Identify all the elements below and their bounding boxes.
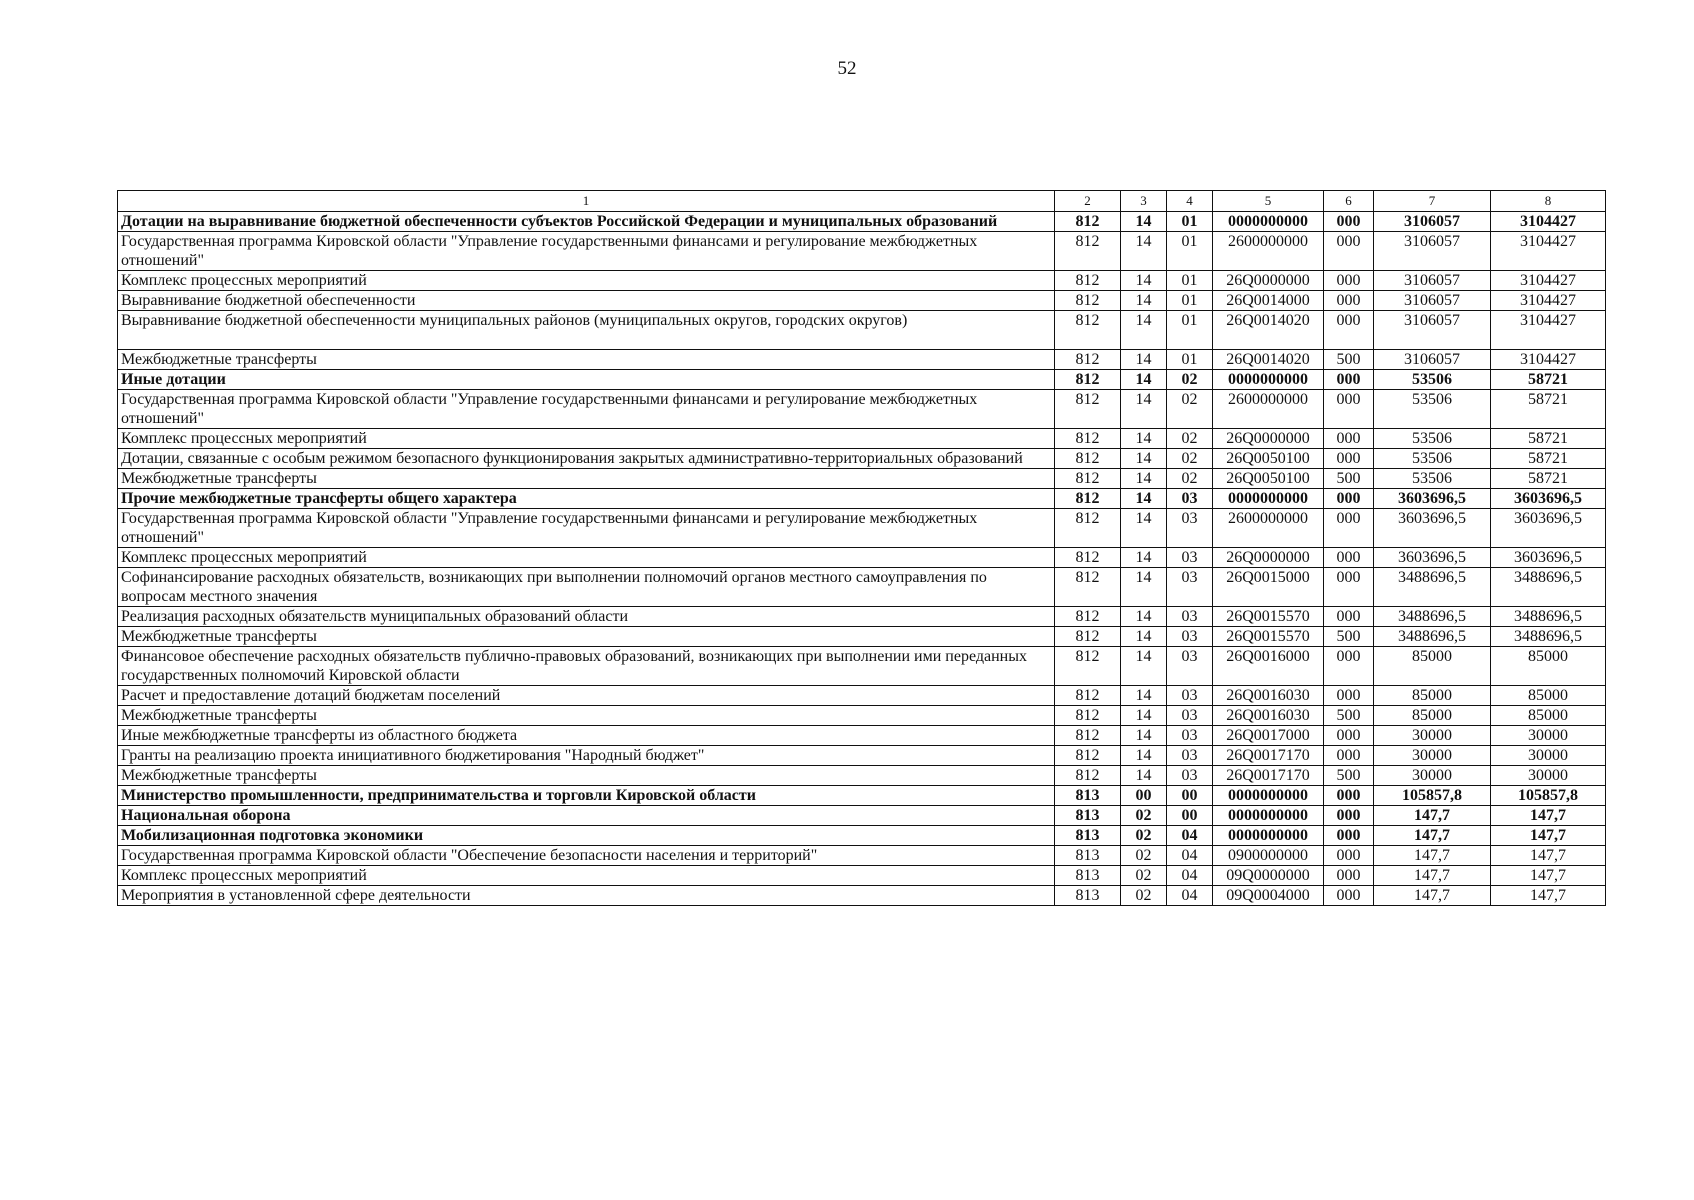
amount-year-1-cell: 3488696,5 xyxy=(1374,568,1491,607)
target-article-cell: 26Q0000000 xyxy=(1213,548,1324,568)
admin-code-cell: 812 xyxy=(1055,509,1121,548)
section-code-cell: 14 xyxy=(1121,647,1167,686)
admin-code-cell: 812 xyxy=(1055,291,1121,311)
section-code-cell: 14 xyxy=(1121,726,1167,746)
section-code-cell: 14 xyxy=(1121,568,1167,607)
subsection-code-cell: 03 xyxy=(1167,568,1213,607)
amount-year-2-cell: 3104427 xyxy=(1491,311,1606,350)
amount-year-2-cell: 58721 xyxy=(1491,370,1606,390)
amount-year-2-cell: 3488696,5 xyxy=(1491,607,1606,627)
amount-year-2-cell: 147,7 xyxy=(1491,826,1606,846)
admin-code-cell: 812 xyxy=(1055,726,1121,746)
expense-type-cell: 000 xyxy=(1324,607,1374,627)
expense-type-cell: 500 xyxy=(1324,766,1374,786)
row-name-cell: Межбюджетные трансферты xyxy=(118,627,1055,647)
table-row xyxy=(118,866,1606,886)
amount-year-2-cell: 85000 xyxy=(1491,706,1606,726)
target-article-cell: 0000000000 xyxy=(1213,826,1324,846)
table-body xyxy=(118,191,1606,906)
table-row xyxy=(118,350,1606,370)
target-article-cell: 26Q0015570 xyxy=(1213,627,1324,647)
row-name-cell: Софинансирование расходных обязательств, возникающих при выполнении полномочий органов местного самоуправления по вопросам местного значения xyxy=(118,568,1055,607)
amount-year-2-cell: 105857,8 xyxy=(1491,786,1606,806)
amount-year-1-cell: 3106057 xyxy=(1374,350,1491,370)
amount-year-1-cell: 147,7 xyxy=(1374,886,1491,906)
table-row xyxy=(118,212,1606,232)
table-row xyxy=(118,449,1606,469)
table-row xyxy=(118,746,1606,766)
row-name-cell: Межбюджетные трансферты xyxy=(118,350,1055,370)
target-article-cell: 2600000000 xyxy=(1213,390,1324,429)
target-article-cell: 26Q0015000 xyxy=(1213,568,1324,607)
amount-year-1-cell: 85000 xyxy=(1374,647,1491,686)
amount-year-2-cell: 30000 xyxy=(1491,726,1606,746)
subsection-code-cell: 00 xyxy=(1167,806,1213,826)
column-number: 6 xyxy=(1324,191,1374,212)
target-article-cell: 0000000000 xyxy=(1213,806,1324,826)
section-code-cell: 14 xyxy=(1121,311,1167,350)
table-row xyxy=(118,568,1606,607)
row-name-cell: Государственная программа Кировской области "Обеспечение безопасности населения и территорий" xyxy=(118,846,1055,866)
table-row xyxy=(118,311,1606,350)
subsection-code-cell: 01 xyxy=(1167,311,1213,350)
amount-year-2-cell: 3603696,5 xyxy=(1491,489,1606,509)
target-article-cell: 26Q0016000 xyxy=(1213,647,1324,686)
column-number: 7 xyxy=(1374,191,1491,212)
amount-year-1-cell: 3488696,5 xyxy=(1374,627,1491,647)
amount-year-1-cell: 3488696,5 xyxy=(1374,607,1491,627)
target-article-cell: 26Q0000000 xyxy=(1213,271,1324,291)
amount-year-1-cell: 3603696,5 xyxy=(1374,548,1491,568)
row-name-cell: Комплекс процессных мероприятий xyxy=(118,866,1055,886)
row-name-cell: Иные дотации xyxy=(118,370,1055,390)
admin-code-cell: 812 xyxy=(1055,390,1121,429)
expense-type-cell: 000 xyxy=(1324,429,1374,449)
section-code-cell: 14 xyxy=(1121,627,1167,647)
amount-year-1-cell: 3603696,5 xyxy=(1374,509,1491,548)
table-row xyxy=(118,886,1606,906)
table-row xyxy=(118,627,1606,647)
amount-year-2-cell: 58721 xyxy=(1491,449,1606,469)
row-name-cell: Выравнивание бюджетной обеспеченности муниципальных районов (муниципальных округов, городских округов) xyxy=(118,311,1055,350)
subsection-code-cell: 02 xyxy=(1167,469,1213,489)
table-row xyxy=(118,726,1606,746)
page-number: 52 xyxy=(837,58,857,79)
subsection-code-cell: 02 xyxy=(1167,449,1213,469)
expense-type-cell: 000 xyxy=(1324,846,1374,866)
amount-year-1-cell: 53506 xyxy=(1374,429,1491,449)
amount-year-2-cell: 85000 xyxy=(1491,647,1606,686)
admin-code-cell: 812 xyxy=(1055,627,1121,647)
admin-code-cell: 812 xyxy=(1055,489,1121,509)
target-article-cell: 26Q0015570 xyxy=(1213,607,1324,627)
target-article-cell: 26Q0014020 xyxy=(1213,350,1324,370)
table-row xyxy=(118,232,1606,271)
expense-type-cell: 500 xyxy=(1324,350,1374,370)
table-row xyxy=(118,766,1606,786)
admin-code-cell: 812 xyxy=(1055,607,1121,627)
row-name-cell: Комплекс процессных мероприятий xyxy=(118,429,1055,449)
target-article-cell: 26Q0050100 xyxy=(1213,449,1324,469)
admin-code-cell: 812 xyxy=(1055,429,1121,449)
admin-code-cell: 813 xyxy=(1055,806,1121,826)
amount-year-2-cell: 3488696,5 xyxy=(1491,627,1606,647)
admin-code-cell: 812 xyxy=(1055,449,1121,469)
subsection-code-cell: 00 xyxy=(1167,786,1213,806)
amount-year-2-cell: 30000 xyxy=(1491,766,1606,786)
target-article-cell: 26Q0016030 xyxy=(1213,686,1324,706)
amount-year-2-cell: 147,7 xyxy=(1491,866,1606,886)
table-row xyxy=(118,686,1606,706)
table-row xyxy=(118,826,1606,846)
subsection-code-cell: 04 xyxy=(1167,866,1213,886)
section-code-cell: 02 xyxy=(1121,806,1167,826)
expense-type-cell: 000 xyxy=(1324,568,1374,607)
amount-year-1-cell: 30000 xyxy=(1374,746,1491,766)
target-article-cell: 0900000000 xyxy=(1213,846,1324,866)
admin-code-cell: 812 xyxy=(1055,647,1121,686)
target-article-cell: 0000000000 xyxy=(1213,370,1324,390)
amount-year-2-cell: 147,7 xyxy=(1491,806,1606,826)
amount-year-1-cell: 3106057 xyxy=(1374,291,1491,311)
section-code-cell: 02 xyxy=(1121,846,1167,866)
target-article-cell: 26Q0017000 xyxy=(1213,726,1324,746)
target-article-cell: 26Q0014020 xyxy=(1213,311,1324,350)
target-article-cell: 09Q0000000 xyxy=(1213,866,1324,886)
table-row xyxy=(118,548,1606,568)
admin-code-cell: 812 xyxy=(1055,212,1121,232)
section-code-cell: 14 xyxy=(1121,370,1167,390)
expense-type-cell: 500 xyxy=(1324,706,1374,726)
subsection-code-cell: 03 xyxy=(1167,509,1213,548)
amount-year-2-cell: 58721 xyxy=(1491,469,1606,489)
expense-type-cell: 000 xyxy=(1324,746,1374,766)
expense-type-cell: 000 xyxy=(1324,686,1374,706)
row-name-cell: Иные межбюджетные трансферты из областного бюджета xyxy=(118,726,1055,746)
amount-year-1-cell: 53506 xyxy=(1374,469,1491,489)
row-name-cell: Мероприятия в установленной сфере деятельности xyxy=(118,886,1055,906)
amount-year-2-cell: 3104427 xyxy=(1491,232,1606,271)
subsection-code-cell: 01 xyxy=(1167,350,1213,370)
table-row xyxy=(118,370,1606,390)
amount-year-2-cell: 3104427 xyxy=(1491,291,1606,311)
expense-type-cell: 000 xyxy=(1324,212,1374,232)
expense-type-cell: 000 xyxy=(1324,489,1374,509)
row-name-cell: Расчет и предоставление дотаций бюджетам поселений xyxy=(118,686,1055,706)
admin-code-cell: 812 xyxy=(1055,766,1121,786)
target-article-cell: 0000000000 xyxy=(1213,786,1324,806)
row-name-cell: Реализация расходных обязательств муниципальных образований области xyxy=(118,607,1055,627)
amount-year-2-cell: 30000 xyxy=(1491,746,1606,766)
row-name-cell: Межбюджетные трансферты xyxy=(118,469,1055,489)
expense-type-cell: 000 xyxy=(1324,647,1374,686)
amount-year-1-cell: 105857,8 xyxy=(1374,786,1491,806)
section-code-cell: 02 xyxy=(1121,866,1167,886)
expense-type-cell: 000 xyxy=(1324,726,1374,746)
amount-year-2-cell: 3603696,5 xyxy=(1491,509,1606,548)
amount-year-1-cell: 3106057 xyxy=(1374,232,1491,271)
row-name-cell: Национальная оборона xyxy=(118,806,1055,826)
row-name-cell: Государственная программа Кировской области "Управление государственными финансами и регулирование межбюджетных отношений" xyxy=(118,509,1055,548)
admin-code-cell: 813 xyxy=(1055,846,1121,866)
target-article-cell: 26Q0017170 xyxy=(1213,746,1324,766)
target-article-cell: 26Q0050100 xyxy=(1213,469,1324,489)
target-article-cell: 26Q0017170 xyxy=(1213,766,1324,786)
column-number-row xyxy=(118,191,1606,212)
expense-type-cell: 500 xyxy=(1324,627,1374,647)
row-name-cell: Министерство промышленности, предпринимательства и торговли Кировской области xyxy=(118,786,1055,806)
amount-year-2-cell: 3488696,5 xyxy=(1491,568,1606,607)
expense-type-cell: 000 xyxy=(1324,390,1374,429)
section-code-cell: 14 xyxy=(1121,429,1167,449)
table-row xyxy=(118,706,1606,726)
subsection-code-cell: 04 xyxy=(1167,886,1213,906)
subsection-code-cell: 03 xyxy=(1167,607,1213,627)
expense-type-cell: 000 xyxy=(1324,232,1374,271)
section-code-cell: 14 xyxy=(1121,548,1167,568)
admin-code-cell: 812 xyxy=(1055,746,1121,766)
subsection-code-cell: 01 xyxy=(1167,291,1213,311)
section-code-cell: 02 xyxy=(1121,826,1167,846)
admin-code-cell: 812 xyxy=(1055,686,1121,706)
subsection-code-cell: 03 xyxy=(1167,548,1213,568)
amount-year-1-cell: 53506 xyxy=(1374,449,1491,469)
amount-year-2-cell: 58721 xyxy=(1491,429,1606,449)
budget-table xyxy=(117,190,1606,906)
target-article-cell: 2600000000 xyxy=(1213,232,1324,271)
section-code-cell: 14 xyxy=(1121,291,1167,311)
expense-type-cell: 000 xyxy=(1324,866,1374,886)
table-row xyxy=(118,509,1606,548)
subsection-code-cell: 03 xyxy=(1167,766,1213,786)
amount-year-1-cell: 3106057 xyxy=(1374,271,1491,291)
target-article-cell: 0000000000 xyxy=(1213,489,1324,509)
column-number: 5 xyxy=(1213,191,1324,212)
section-code-cell: 14 xyxy=(1121,686,1167,706)
table-row xyxy=(118,469,1606,489)
expense-type-cell: 000 xyxy=(1324,786,1374,806)
subsection-code-cell: 01 xyxy=(1167,212,1213,232)
admin-code-cell: 812 xyxy=(1055,568,1121,607)
section-code-cell: 14 xyxy=(1121,489,1167,509)
expense-type-cell: 000 xyxy=(1324,806,1374,826)
amount-year-2-cell: 147,7 xyxy=(1491,886,1606,906)
admin-code-cell: 812 xyxy=(1055,469,1121,489)
target-article-cell: 26Q0014000 xyxy=(1213,291,1324,311)
amount-year-1-cell: 53506 xyxy=(1374,370,1491,390)
row-name-cell: Межбюджетные трансферты xyxy=(118,706,1055,726)
subsection-code-cell: 03 xyxy=(1167,647,1213,686)
amount-year-1-cell: 30000 xyxy=(1374,726,1491,746)
section-code-cell: 14 xyxy=(1121,449,1167,469)
column-number: 4 xyxy=(1167,191,1213,212)
subsection-code-cell: 03 xyxy=(1167,686,1213,706)
row-name-cell: Дотации на выравнивание бюджетной обеспеченности субъектов Российской Федерации и муниципальных образований xyxy=(118,212,1055,232)
subsection-code-cell: 02 xyxy=(1167,370,1213,390)
table-row xyxy=(118,846,1606,866)
subsection-code-cell: 01 xyxy=(1167,232,1213,271)
admin-code-cell: 812 xyxy=(1055,548,1121,568)
amount-year-2-cell: 3104427 xyxy=(1491,350,1606,370)
subsection-code-cell: 02 xyxy=(1167,390,1213,429)
expense-type-cell: 000 xyxy=(1324,509,1374,548)
amount-year-1-cell: 3603696,5 xyxy=(1374,489,1491,509)
expense-type-cell: 000 xyxy=(1324,311,1374,350)
subsection-code-cell: 04 xyxy=(1167,846,1213,866)
expense-type-cell: 500 xyxy=(1324,469,1374,489)
column-number: 1 xyxy=(118,191,1055,212)
amount-year-1-cell: 30000 xyxy=(1374,766,1491,786)
row-name-cell: Комплекс процессных мероприятий xyxy=(118,271,1055,291)
subsection-code-cell: 01 xyxy=(1167,271,1213,291)
admin-code-cell: 812 xyxy=(1055,370,1121,390)
section-code-cell: 00 xyxy=(1121,786,1167,806)
row-name-cell: Государственная программа Кировской области "Управление государственными финансами и регулирование межбюджетных отношений" xyxy=(118,390,1055,429)
target-article-cell: 09Q0004000 xyxy=(1213,886,1324,906)
table-row xyxy=(118,489,1606,509)
amount-year-2-cell: 3104427 xyxy=(1491,212,1606,232)
section-code-cell: 14 xyxy=(1121,212,1167,232)
table-row xyxy=(118,786,1606,806)
amount-year-2-cell: 3603696,5 xyxy=(1491,548,1606,568)
amount-year-1-cell: 147,7 xyxy=(1374,826,1491,846)
section-code-cell: 14 xyxy=(1121,350,1167,370)
amount-year-1-cell: 85000 xyxy=(1374,706,1491,726)
column-number: 8 xyxy=(1491,191,1606,212)
admin-code-cell: 813 xyxy=(1055,866,1121,886)
section-code-cell: 14 xyxy=(1121,232,1167,271)
table-row xyxy=(118,647,1606,686)
subsection-code-cell: 03 xyxy=(1167,746,1213,766)
table-row xyxy=(118,429,1606,449)
row-name-cell: Гранты на реализацию проекта инициативного бюджетирования "Народный бюджет" xyxy=(118,746,1055,766)
amount-year-1-cell: 53506 xyxy=(1374,390,1491,429)
amount-year-2-cell: 3104427 xyxy=(1491,271,1606,291)
expense-type-cell: 000 xyxy=(1324,826,1374,846)
amount-year-1-cell: 147,7 xyxy=(1374,866,1491,886)
target-article-cell: 2600000000 xyxy=(1213,509,1324,548)
expense-type-cell: 000 xyxy=(1324,548,1374,568)
expense-type-cell: 000 xyxy=(1324,271,1374,291)
amount-year-1-cell: 147,7 xyxy=(1374,806,1491,826)
amount-year-2-cell: 147,7 xyxy=(1491,846,1606,866)
expense-type-cell: 000 xyxy=(1324,291,1374,311)
target-article-cell: 26Q0000000 xyxy=(1213,429,1324,449)
admin-code-cell: 812 xyxy=(1055,232,1121,271)
column-number: 2 xyxy=(1055,191,1121,212)
admin-code-cell: 812 xyxy=(1055,350,1121,370)
table-row xyxy=(118,607,1606,627)
expense-type-cell: 000 xyxy=(1324,886,1374,906)
subsection-code-cell: 03 xyxy=(1167,489,1213,509)
section-code-cell: 14 xyxy=(1121,469,1167,489)
section-code-cell: 14 xyxy=(1121,607,1167,627)
column-number: 3 xyxy=(1121,191,1167,212)
admin-code-cell: 813 xyxy=(1055,886,1121,906)
admin-code-cell: 812 xyxy=(1055,271,1121,291)
amount-year-1-cell: 85000 xyxy=(1374,686,1491,706)
admin-code-cell: 812 xyxy=(1055,311,1121,350)
row-name-cell: Выравнивание бюджетной обеспеченности xyxy=(118,291,1055,311)
amount-year-1-cell: 3106057 xyxy=(1374,311,1491,350)
row-name-cell: Комплекс процессных мероприятий xyxy=(118,548,1055,568)
row-name-cell: Финансовое обеспечение расходных обязательств публично-правовых образований, возникающих при выполнении ими переданных государственных полномочий Кировской области xyxy=(118,647,1055,686)
admin-code-cell: 813 xyxy=(1055,786,1121,806)
row-name-cell: Межбюджетные трансферты xyxy=(118,766,1055,786)
row-name-cell: Дотации, связанные с особым режимом безопасного функционирования закрытых административно-территориальных образований xyxy=(118,449,1055,469)
admin-code-cell: 812 xyxy=(1055,706,1121,726)
section-code-cell: 14 xyxy=(1121,746,1167,766)
subsection-code-cell: 02 xyxy=(1167,429,1213,449)
section-code-cell: 14 xyxy=(1121,390,1167,429)
section-code-cell: 14 xyxy=(1121,766,1167,786)
admin-code-cell: 813 xyxy=(1055,826,1121,846)
amount-year-1-cell: 147,7 xyxy=(1374,846,1491,866)
amount-year-2-cell: 85000 xyxy=(1491,686,1606,706)
amount-year-1-cell: 3106057 xyxy=(1374,212,1491,232)
table-row xyxy=(118,390,1606,429)
subsection-code-cell: 03 xyxy=(1167,726,1213,746)
target-article-cell: 26Q0016030 xyxy=(1213,706,1324,726)
section-code-cell: 14 xyxy=(1121,509,1167,548)
section-code-cell: 02 xyxy=(1121,886,1167,906)
table-row xyxy=(118,271,1606,291)
expense-type-cell: 000 xyxy=(1324,370,1374,390)
section-code-cell: 14 xyxy=(1121,706,1167,726)
target-article-cell: 0000000000 xyxy=(1213,212,1324,232)
subsection-code-cell: 03 xyxy=(1167,627,1213,647)
expense-type-cell: 000 xyxy=(1324,449,1374,469)
row-name-cell: Мобилизационная подготовка экономики xyxy=(118,826,1055,846)
subsection-code-cell: 03 xyxy=(1167,706,1213,726)
section-code-cell: 14 xyxy=(1121,271,1167,291)
table-row xyxy=(118,806,1606,826)
subsection-code-cell: 04 xyxy=(1167,826,1213,846)
amount-year-2-cell: 58721 xyxy=(1491,390,1606,429)
row-name-cell: Прочие межбюджетные трансферты общего характера xyxy=(118,489,1055,509)
row-name-cell: Государственная программа Кировской области "Управление государственными финансами и регулирование межбюджетных отношений" xyxy=(118,232,1055,271)
table-row xyxy=(118,291,1606,311)
